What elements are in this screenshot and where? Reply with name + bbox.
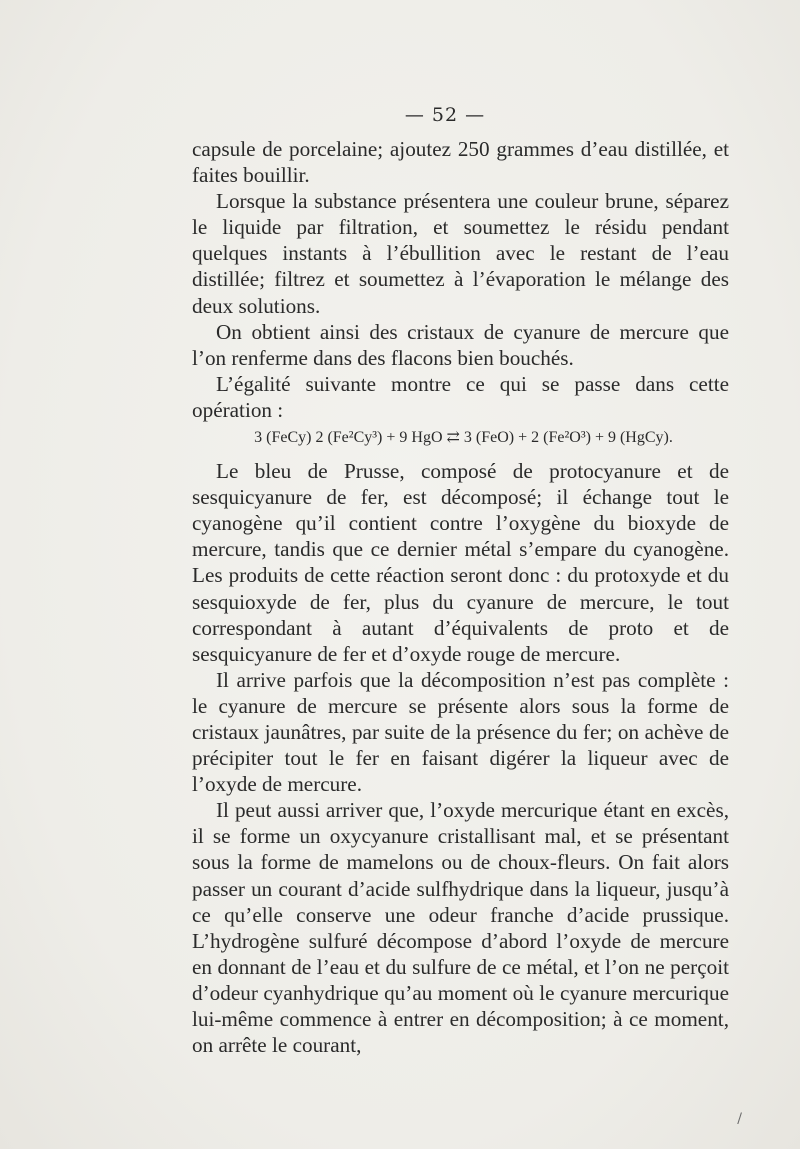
paragraph: Lorsque la substance présentera une couleur brune, séparez le liquide par filtration, et soumettez le résidu pendant quelques instants à l’ébullition avec le restant de l’eau distillée; filtrez et soumettez à l’évaporation le mélange des deux solutions. <box>192 189 729 318</box>
paragraph: On obtient ainsi des cristaux de cyanure de mercure que l’on renferme dans des flacons bien bouchés. <box>192 319 729 370</box>
corner-mark: / <box>737 1111 742 1127</box>
paragraph: capsule de porcelaine; ajoutez 250 grammes d’eau distillée, et faites bouillir. <box>192 137 729 188</box>
body-text <box>192 136 729 1058</box>
paragraph: L’égalité suivante montre ce qui se passe dans cette opération : <box>192 371 729 422</box>
paragraph: Il peut aussi arriver que, l’oxyde mercurique étant en excès, il se forme un oxycyanure cristallisant mal, et se présentant sous la forme de mamelons ou de choux-fleurs. On fait alors passer un courant d’acide sulfhydrique dans la liqueur, jusqu’à ce qu’elle conserve une odeur franche d’acide prussique. L’hydrogène sulfuré décompose d’abord l’oxyde de mercure en donnant de l’eau et du sulfure de ce métal, et l’on ne perçoit d’odeur cyanhydrique qu’au moment où le cyanure mercurique lui-même commence à entrer en décomposition; à ce moment, on arrête le courant, <box>192 798 729 1058</box>
paragraph: Le bleu de Prusse, composé de protocyanure et de sesquicyanure de fer, est décomposé; il échange tout le cyanogène qu’il contient contre l’oxygène du bioxyde de mercure, tandis que ce dernier métal s’empare du cyanogène. Les produits de cette réaction seront donc : du protoxyde et du sesquioxyde de fer, plus du cyanure de mercure, le tout correspondant à autant d’équivalents de proto et de sesquicyanure de fer et d’oxyde rouge de mercure. <box>192 459 729 666</box>
page-number: — 52 — <box>404 104 486 126</box>
chemical-equation: 3 (FeCy) 2 (Fe²Cy³) + 9 HgO ⇄ 3 (FeO) + 2 (Fe²O³) + 9 (HgCy). <box>254 429 673 447</box>
paragraph: Il arrive parfois que la décomposition n’est pas complète : le cyanure de mercure se présente alors sous la forme de cristaux jaunâtres, par suite de la présence du fer; on achève de précipiter tout le fer en faisant digérer la liqueur avec de l’oxyde de mercure. <box>192 667 729 797</box>
